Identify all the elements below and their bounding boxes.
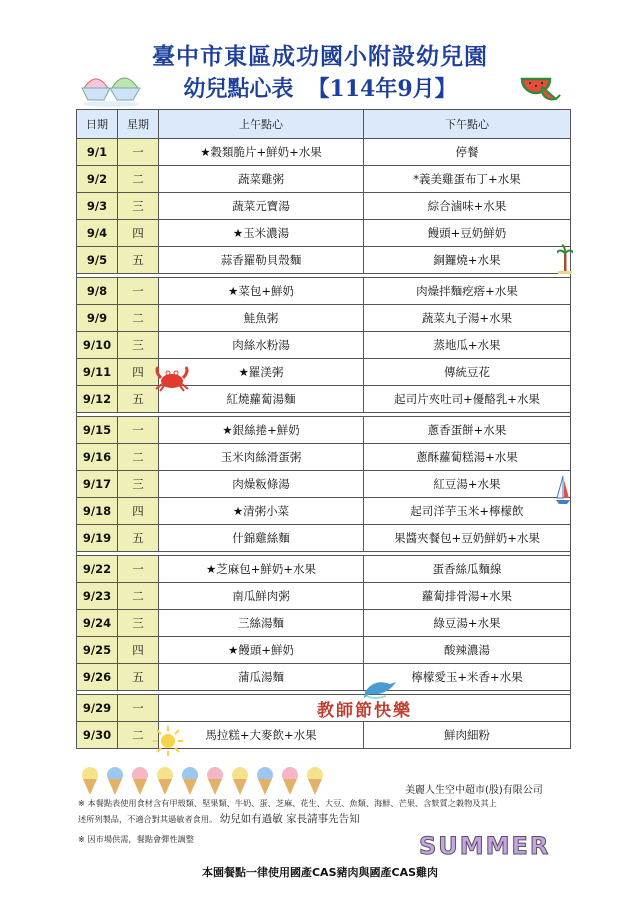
weekday-cell: 一 — [118, 417, 159, 444]
menu-period: 【114年9月】 — [307, 76, 457, 102]
date-cell: 9/22 — [77, 556, 118, 583]
table-row-holiday — [77, 695, 571, 722]
pm-snack-cell: 綜合滷味+水果 — [364, 193, 571, 220]
am-snack-cell: 紅燒蘿蔔湯麵 — [159, 386, 364, 413]
weekday-cell: 四 — [118, 220, 159, 247]
date-cell: 9/16 — [77, 444, 118, 471]
allergen-note: ※ 本餐點表使用食材含有甲殼類、堅果類、牛奶、蛋、芝麻、花生、大豆、魚類、海鮮、芒果、含麩質之穀物及其上 — [78, 798, 497, 808]
weekday-cell: 五 — [118, 247, 159, 274]
allergen-note-tail: 述所列製品，不適合對其過敏者食用。 — [78, 814, 218, 824]
palm-tree-icon — [557, 244, 573, 274]
table-row — [77, 417, 571, 444]
am-snack-cell: ★玉米濃湯 — [159, 220, 364, 247]
am-snack-cell: ★穀類脆片+鮮奶+水果 — [159, 139, 364, 166]
pm-snack-cell: 起司片夾吐司+優酪乳+水果 — [364, 386, 571, 413]
header-pm-snack: 下午點心 — [364, 110, 571, 139]
weekday-cell: 二 — [118, 583, 159, 610]
pm-snack-cell: 蒸地瓜+水果 — [364, 332, 571, 359]
am-snack-cell: 鮭魚粥 — [159, 305, 364, 332]
pm-snack-cell: 紅豆湯+水果 — [364, 471, 571, 498]
header-date: 日期 — [77, 110, 118, 139]
table-row — [77, 498, 571, 525]
date-cell: 9/26 — [77, 664, 118, 691]
am-snack-cell: 馬拉糕+大麥飲+水果 — [159, 722, 364, 749]
date-cell: 9/19 — [77, 525, 118, 552]
pm-snack-cell: 停餐 — [364, 139, 571, 166]
cas-meat-notice: 本園餐點一律使用國產CAS豬肉與國產CAS雞肉 — [201, 866, 438, 879]
date-cell: 9/17 — [77, 471, 118, 498]
weekday-cell: 五 — [118, 386, 159, 413]
pm-snack-cell: 蔬菜丸子湯+水果 — [364, 305, 571, 332]
date-cell: 9/9 — [77, 305, 118, 332]
pm-snack-cell: 蔥香蛋餅+水果 — [364, 417, 571, 444]
date-cell: 9/18 — [77, 498, 118, 525]
am-snack-cell: 蒲瓜湯麵 — [159, 664, 364, 691]
crab-icon — [154, 364, 190, 392]
pm-snack-cell: 蔥酥蘿蔔糕湯+水果 — [364, 444, 571, 471]
table-row — [77, 525, 571, 552]
weekday-cell: 三 — [118, 610, 159, 637]
pm-snack-cell: 起司洋芋玉米+檸檬飲 — [364, 498, 571, 525]
pm-snack-cell: 傳統豆花 — [364, 359, 571, 386]
date-cell: 9/5 — [77, 247, 118, 274]
am-snack-cell: 玉米肉絲滑蛋粥 — [159, 444, 364, 471]
date-cell: 9/29 — [77, 695, 118, 722]
pm-snack-cell: 蘿蔔排骨湯+水果 — [364, 583, 571, 610]
table-row — [77, 220, 571, 247]
header-am-snack: 上午點心 — [159, 110, 364, 139]
table-row — [77, 305, 571, 332]
weekday-cell: 四 — [118, 359, 159, 386]
am-snack-cell: ★羅渼粥 — [159, 359, 364, 386]
pm-snack-cell: 綠豆湯+水果 — [364, 610, 571, 637]
am-snack-cell: 肉燥粄條湯 — [159, 471, 364, 498]
pm-snack-cell: 銅鑼燒+水果 — [364, 247, 571, 274]
weekday-cell: 二 — [118, 166, 159, 193]
weekday-cell: 三 — [118, 332, 159, 359]
table-row — [77, 722, 571, 749]
table-row — [77, 444, 571, 471]
pm-snack-cell: 酸辣濃湯 — [364, 637, 571, 664]
pm-snack-cell: 檸檬愛玉+米香+水果 — [364, 664, 571, 691]
pm-snack-cell: 鮮肉細粉 — [364, 722, 571, 749]
weekday-cell: 四 — [118, 498, 159, 525]
date-cell: 9/4 — [77, 220, 118, 247]
table-row — [77, 359, 571, 386]
am-snack-cell: ★菜包+鮮奶 — [159, 278, 364, 305]
table-header-row — [77, 110, 571, 139]
table-row — [77, 278, 571, 305]
summer-text: SUMMER — [419, 832, 551, 860]
table-row — [77, 193, 571, 220]
weekday-cell: 二 — [118, 444, 159, 471]
weekday-cell: 一 — [118, 278, 159, 305]
weekday-cell: 一 — [118, 556, 159, 583]
table-row — [77, 471, 571, 498]
table-row — [77, 332, 571, 359]
weekday-cell: 一 — [118, 139, 159, 166]
table-row — [77, 166, 571, 193]
date-cell: 9/3 — [77, 193, 118, 220]
weekday-cell: 三 — [118, 193, 159, 220]
allergy-notice: 幼兒如有過敏 家長請事先告知 — [219, 813, 360, 825]
watermelon-icon — [520, 75, 562, 101]
date-cell: 9/2 — [77, 166, 118, 193]
pm-snack-cell: 果醬夾餐包+豆奶鮮奶+水果 — [364, 525, 571, 552]
am-snack-cell: 肉絲水粉湯 — [159, 332, 364, 359]
weekday-cell: 四 — [118, 637, 159, 664]
snack-menu-table — [76, 109, 571, 749]
dolphin-icon — [362, 676, 398, 700]
date-cell: 9/23 — [77, 583, 118, 610]
date-cell: 9/8 — [77, 278, 118, 305]
table-row — [77, 664, 571, 691]
table-row — [77, 637, 571, 664]
am-snack-cell: 蔬菜雞粥 — [159, 166, 364, 193]
date-cell: 9/30 — [77, 722, 118, 749]
school-title: 臺中市東區成功國小附設幼兒園 — [152, 43, 488, 70]
date-cell: 9/10 — [77, 332, 118, 359]
pm-snack-cell: *義美雞蛋布丁+水果 — [364, 166, 571, 193]
table-row — [77, 386, 571, 413]
date-cell: 9/25 — [77, 637, 118, 664]
date-cell: 9/11 — [77, 359, 118, 386]
pm-snack-cell: 蛋香絲瓜麵線 — [364, 556, 571, 583]
allergen-note-cont — [78, 811, 360, 826]
am-snack-cell: ★芝麻包+鮮奶+水果 — [159, 556, 364, 583]
weekday-cell: 三 — [118, 471, 159, 498]
am-snack-cell: 蒜香羅勒貝殼麵 — [159, 247, 364, 274]
am-snack-cell: 蔬菜元寶湯 — [159, 193, 364, 220]
menu-title: 幼兒點心表 — [183, 76, 294, 102]
table-row — [77, 247, 571, 274]
table-row — [77, 610, 571, 637]
weekday-cell: 五 — [118, 525, 159, 552]
am-snack-cell: 什錦雞絲麵 — [159, 525, 364, 552]
date-cell: 9/15 — [77, 417, 118, 444]
header-weekday: 星期 — [118, 110, 159, 139]
shaved-ice-illustration — [80, 66, 142, 108]
sailboat-icon — [555, 474, 571, 506]
summer-lettering — [419, 832, 550, 860]
teachers-day-banner: 教師節快樂 — [159, 695, 571, 722]
date-cell: 9/1 — [77, 139, 118, 166]
date-cell: 9/12 — [77, 386, 118, 413]
weekday-cell: 一 — [118, 695, 159, 722]
date-cell: 9/24 — [77, 610, 118, 637]
sun-icon — [152, 725, 184, 757]
weekday-cell: 五 — [118, 664, 159, 691]
table-row — [77, 139, 571, 166]
weekday-cell: 二 — [118, 305, 159, 332]
pm-snack-cell: 肉燥拌麵疙瘩+水果 — [364, 278, 571, 305]
am-snack-cell: ★清粥小菜 — [159, 498, 364, 525]
am-snack-cell: 南瓜鮮肉粥 — [159, 583, 364, 610]
am-snack-cell: ★饅頭+鮮奶 — [159, 637, 364, 664]
supplier-name: 美麗人生空中超市(股)有限公司 — [405, 785, 543, 796]
am-snack-cell: ★銀絲捲+鮮奶 — [159, 417, 364, 444]
adjustment-note: ※ 因市場供需，餐點會彈性調整 — [78, 834, 194, 844]
weekday-cell: 二 — [118, 722, 159, 749]
am-snack-cell: 三絲湯麵 — [159, 610, 364, 637]
table-row — [77, 583, 571, 610]
pm-snack-cell: 饅頭+豆奶鮮奶 — [364, 220, 571, 247]
ice-cream-border — [78, 766, 340, 796]
table-row — [77, 556, 571, 583]
